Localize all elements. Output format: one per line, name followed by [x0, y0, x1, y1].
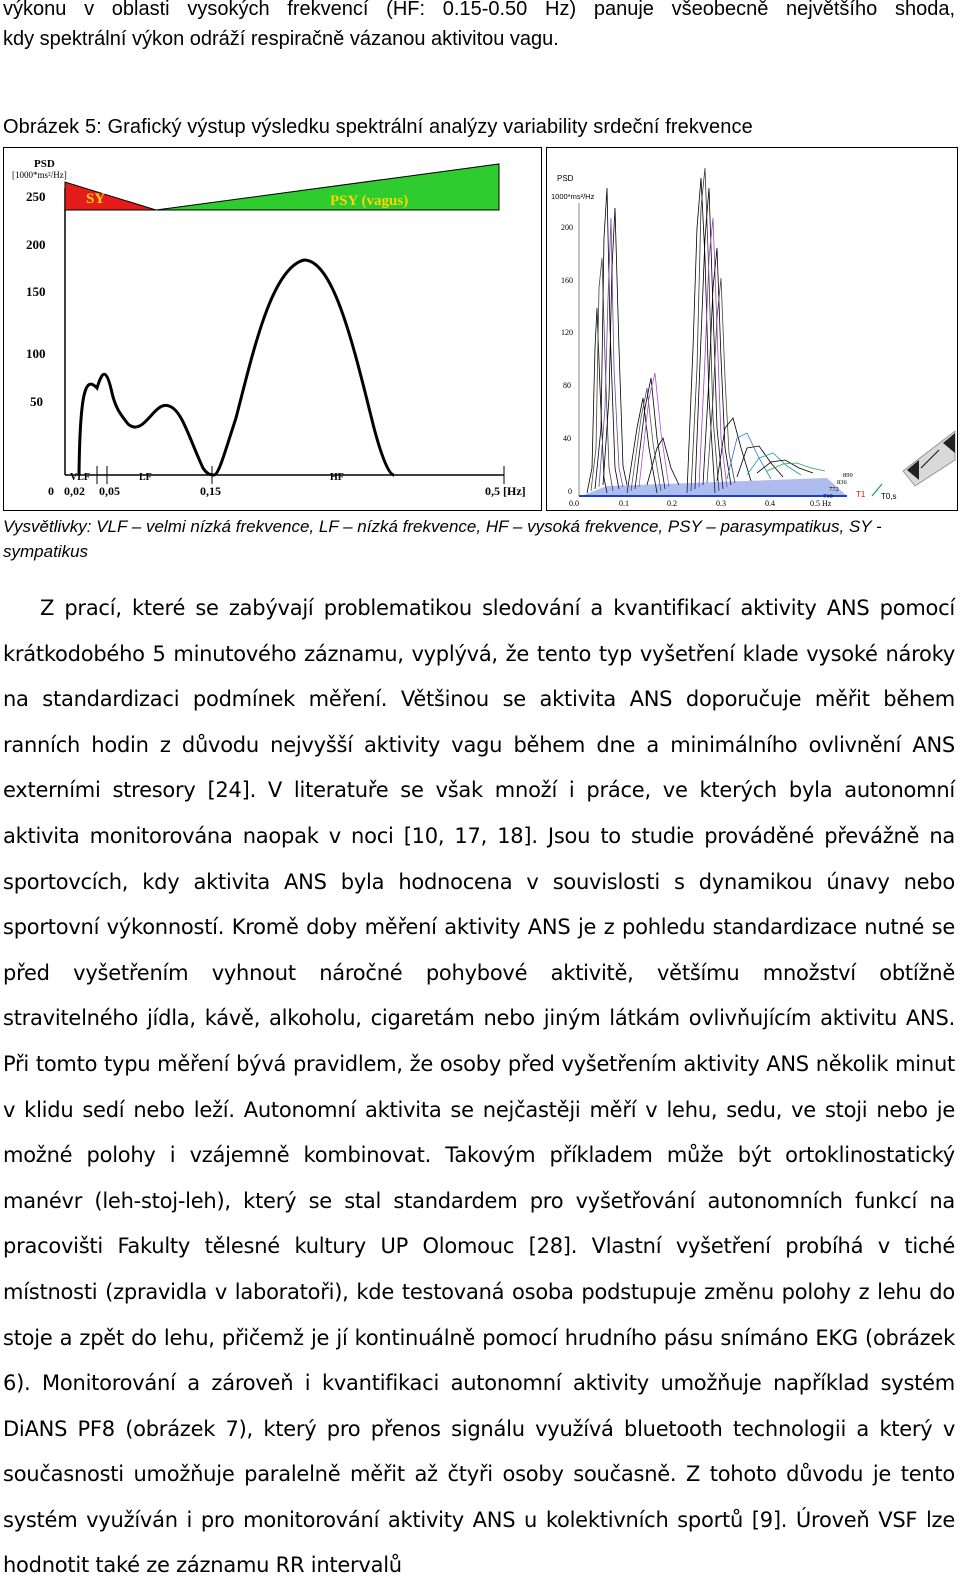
body-paragraph-text: Z prací, které se zabývají problematikou sledování a kvantifikací aktivity ANS pomocí krátkodobého 5 minutového záznamu, vyplývá, že tento typ vyšetření klade vysoké nároky na standardizaci podmínek měření. Většinou se aktivita ANS doporučuje měřit během ranních hodin z důvodu nejvyšší aktivity vagu během dne a minimálního ovlivnění ANS externími stresory [24]. V literatuře se však množí i práce, ve kterých byla autonomní aktivita monitorována naopak v noci [10, 17, 18]. Jsou to studie prováděné převážně na sportovcích, kdy aktivita ANS byla hodnocena v souvislosti s dynamikou únavy nebo sportovní výkonností. Kromě doby měření aktivity ANS je z pohledu standardizace nutné se před vyšetřením vyhnout náročné pohybové aktivitě, většímu množství obtížně stravitelného jídla, kávě, alkoholu, cigaretám nebo jiným látkám ovlivňujícím aktivitu ANS. Při tomto typu měření bývá pravidlem, že osoby před vyšetřením aktivity ANS několik minut v klidu sedí nebo leží. Autonomní aktivita se nejčastěji měří v lehu, sedu, ve stoji nebo je možné polohy i vzájemně kombinovat. Takovým příkladem může být ortoklinostatický manévr (leh-stoj-leh), který se stal standardem pro vyšetřování autonomních funkcí na pracovišti Fakulty tělesné kultury UP Olomouc [28]. Vlastní vyšetření probíhá v tiché místnosti (zpravidla v laboratoři), kde testovaná osoba podstupuje změnu polohy z lehu do stoje a zpět do lehu, přičemž je jí kontinuálně pomocí hrudního pásu snímáno EKG (obrázek 6). Monitorování a zároveň i kvantifikaci autonomní aktivity umožňuje například systém DiANS PF8 (obrázek 7), který pro přenos signálu využívá bluetooth technologii a který v současnosti umožňuje paralelně měřit až čtyři osoby současně. Z tohoto důvodu je tento systém využíván i pro monitorování aktivity ANS u kolektivních sportů [9]. Úroveň VSF lze hodnotit také ze záznamu RR intervalů [3, 596, 955, 1578]
left-x-tick-015: 0,15 [200, 484, 221, 498]
right-y-tick-200: 200 [561, 223, 573, 232]
sy-triangle [65, 182, 156, 210]
intro-text [3, 0, 955, 54]
left-y-tick-150: 150 [26, 284, 46, 299]
t1-label: T1 [856, 490, 866, 499]
left-y-tick-50: 50 [30, 394, 43, 409]
t0-label: T0,s [881, 492, 897, 501]
figure-caption: Obrázek 5: Grafický výstup výsledku spektrální analýzy variability srdeční frekvence [3, 116, 753, 138]
figure-psd-schematic [3, 147, 542, 511]
right-x-tick-00: 0.0 [569, 499, 579, 508]
left-y-title: PSD [34, 158, 55, 170]
left-x-tick-005: 0,05 [99, 484, 120, 498]
right-y-title: PSD [557, 174, 574, 183]
right-y-tick-120: 120 [561, 328, 573, 337]
right-y-tick-40: 40 [563, 434, 571, 443]
right-x-tick-04: 0.4 [765, 499, 775, 508]
waterfall-lines [587, 168, 825, 493]
left-y-tick-200: 200 [26, 237, 46, 252]
view-rotate-control[interactable] [903, 431, 955, 486]
left-y-unit: [1000*ms²/Hz] [12, 170, 67, 180]
band-label-lf: LF [139, 472, 152, 483]
right-x-tick-03: 0.3 [716, 499, 726, 508]
right-x-tick-01: 0.1 [619, 499, 629, 508]
z-tick-772: 772 [829, 486, 839, 493]
left-y-tick-100: 100 [26, 346, 46, 361]
intro-line-2: kdy spektrální výkon odráží respiračně vázanou aktivitou vagu. [3, 28, 559, 50]
left-y-tick-250: 250 [26, 189, 46, 204]
spectrum-3d-svg [547, 148, 957, 510]
z-tick-836: 836 [837, 479, 847, 486]
right-x-tick-02: 0.2 [667, 499, 677, 508]
left-x-tick-05: 0,5 [Hz] [485, 484, 526, 498]
right-y-ticks [561, 223, 573, 496]
right-y-tick-160: 160 [561, 276, 573, 285]
right-y-tick-80: 80 [563, 381, 571, 390]
sy-label: SY [86, 191, 106, 207]
psy-label: PSY (vagus) [330, 193, 409, 209]
intro-line-1: výkonu v oblasti vysokých frekvencí (HF: 0.15-0.50 Hz) panuje všeobecně největšího shoda, [3, 0, 955, 20]
psy-triangle [156, 164, 499, 210]
left-x-tick-0: 0 [48, 484, 54, 498]
figure-legend: Vysvětlivky: VLF – velmi nízká frekvence, LF – nízká frekvence, HF – vysoká frekvence, PSY – parasympatikus, SY - sympatikus [3, 517, 882, 561]
psd-curve [79, 260, 394, 475]
psd-schematic-svg [4, 148, 541, 510]
right-x-tick-05: 0.5 Hz [810, 499, 832, 508]
left-x-ticks [48, 484, 526, 498]
left-y-ticks [26, 189, 46, 409]
figure-3d-spectrum [546, 147, 958, 511]
right-y-unit: 1000*ms²/Hz [551, 192, 595, 201]
left-x-tick-002: 0,02 [64, 484, 85, 498]
z-tick-710: 710 [823, 493, 833, 500]
band-label-hf: HF [330, 472, 344, 483]
band-label-vlf: VLF [70, 472, 90, 483]
body-paragraph [3, 586, 955, 1589]
right-y-tick-0: 0 [568, 487, 572, 496]
right-x-ticks [569, 499, 832, 508]
z-tick-899: 899 [843, 472, 853, 479]
